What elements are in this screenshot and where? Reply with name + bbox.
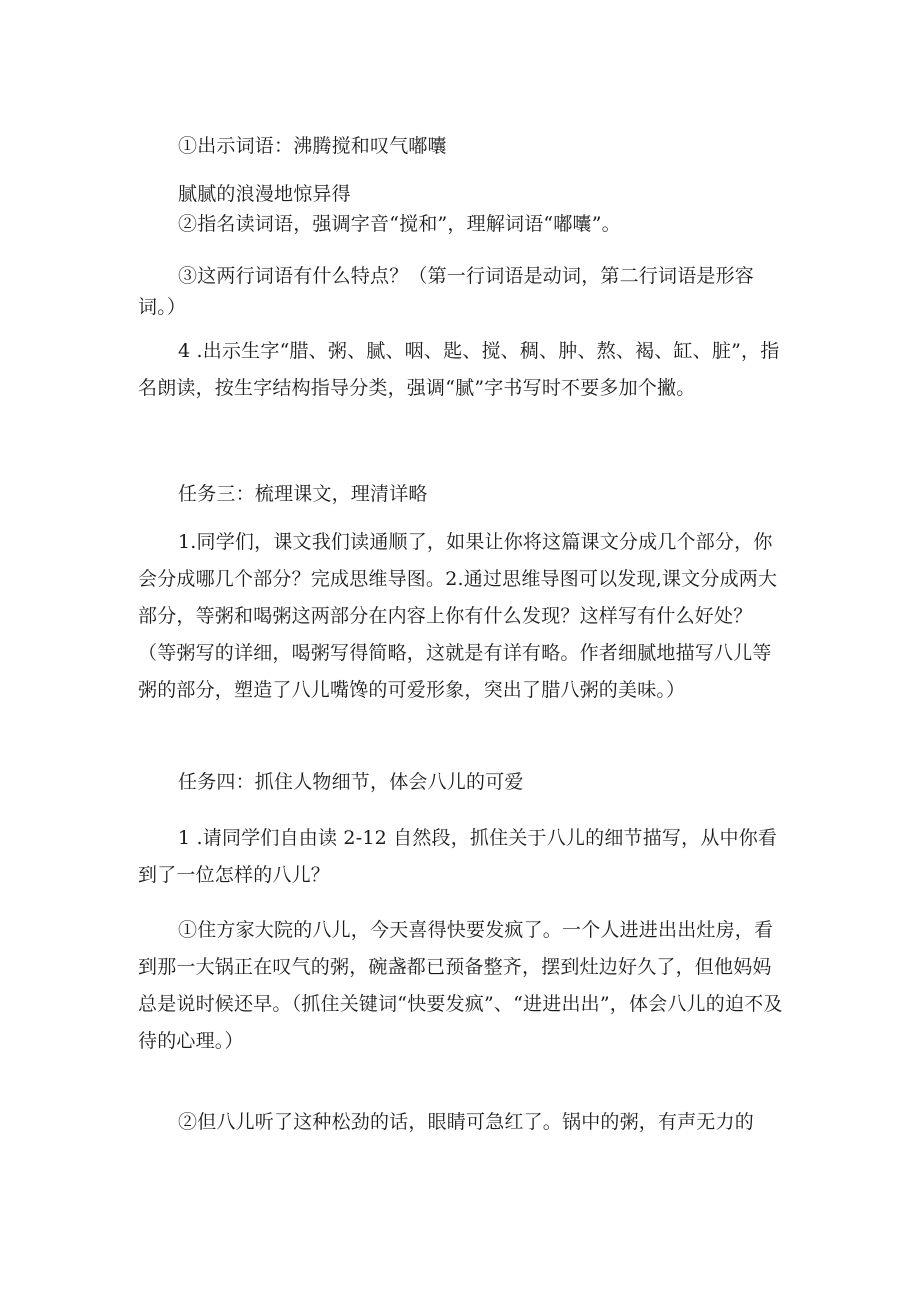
paragraph-word-features: ③这两行词语有什么特点？（第一行词语是动词，第二行词语是形容词。） (138, 265, 755, 318)
paragraph-word-list-1: ①出示词语：沸腾搅和叹气嘟囔 (178, 135, 447, 157)
paragraph-detail-1: ①住方家大院的八儿，今天喜得快要发疯了。一个人进进出出灶房，看到那一大锅正在叹气的粥，碗盏都已预备整齐，摆到灶边好久了，但他妈妈总是说时候还早。（抓住关键词“快要发疯”、“进进出出”，体会八儿的迫不及待的心理。） (138, 919, 783, 1052)
paragraph-detail-2: ②但八儿听了这种松劲的话，眼睛可急红了。锅中的粥，有声无力的 (178, 1111, 755, 1133)
section-heading-task-4: 任务四：抓住人物细节，体会八儿的可爱 (178, 771, 524, 793)
paragraph-word-list-2: 腻腻的浪漫地惊异得 (178, 183, 351, 205)
paragraph-reading-task: 1 .请同学们自由读 2-12 自然段，抓住关于八儿的细节描写，从中你看到了一位怎样的八儿？ (138, 827, 778, 886)
paragraph-new-characters: 4 .出示生字“腊、粥、腻、咽、匙、搅、稠、肿、熬、褐、缸、脏”，指名朗读，按生字结构指导分类，强调“腻”字书写时不要多加个撇。 (138, 340, 780, 399)
paragraph-structure: 1.同学们，课文我们读通顺了，如果让你将这篇课文分成几个部分，你会分成哪几个部分？完成思维导图。2.通过思维导图可以发现,课文分成两大部分，等粥和喝粥这两部分在内容上你有什么发现？这样写有什么好处？（等粥写的详细，喝粥写得简略，这就是有详有略。作者细腻地描写八儿等粥的部分，塑造了八儿嘴馋的可爱形象，突出了腊八粥的美味。） (138, 531, 778, 701)
paragraph-read-words: ②指名读词语，强调字音“搅和”，理解词语“嘟囔”。 (178, 213, 621, 235)
section-heading-task-3: 任务三：梳理课文，理清详略 (178, 483, 428, 505)
